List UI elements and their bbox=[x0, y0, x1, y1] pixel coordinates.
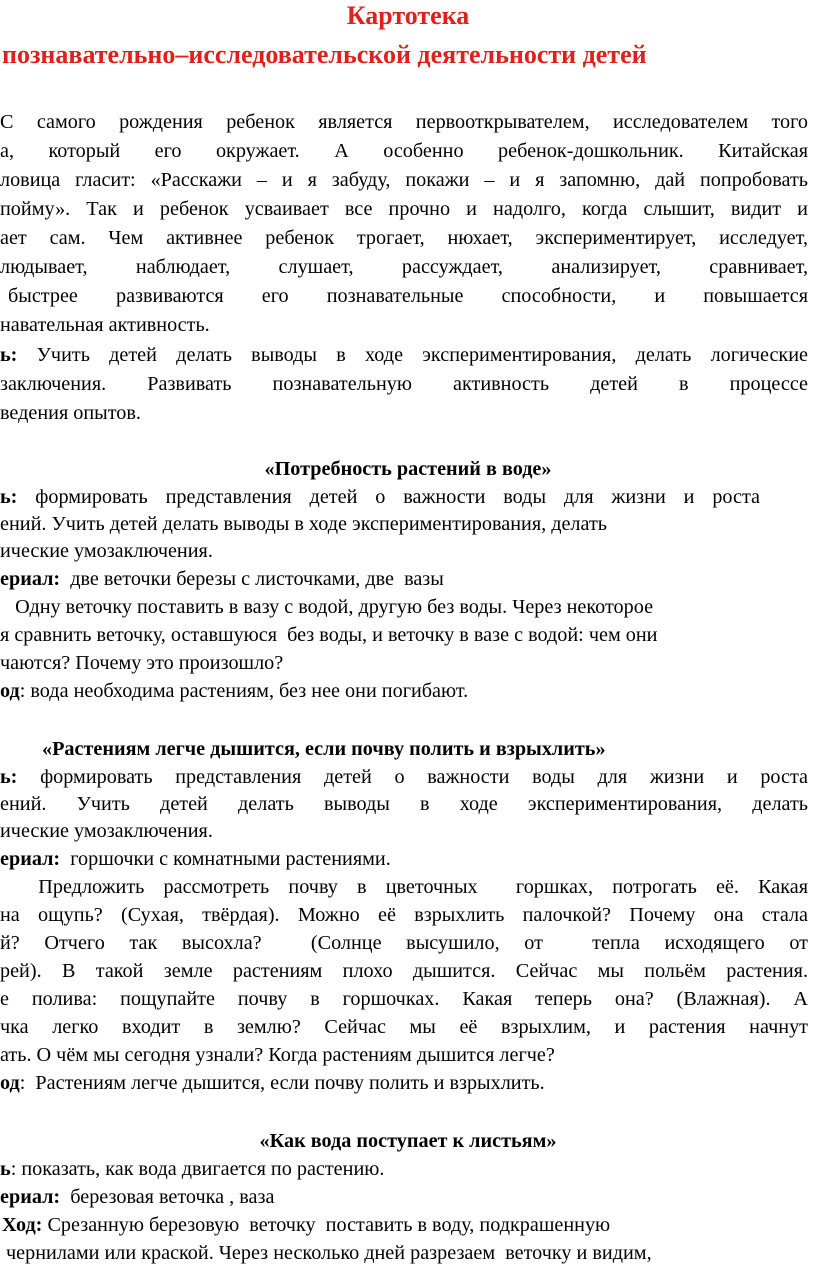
material-label: ериал: bbox=[0, 1186, 61, 1208]
experiment-process-line: чернилами или краской. Через несколько дней разрезаем веточку и видим, bbox=[6, 1242, 652, 1264]
experiment-material: ериал: две веточки березы с листочками, две вазы bbox=[0, 568, 444, 590]
goal-text: Учить детей делать выводы в ходе экспериментирования, делать логические bbox=[17, 344, 808, 366]
experiment-process-line: я сравнить веточку, оставшуюся без воды, и веточку в вазе с водой: чем они bbox=[0, 624, 658, 646]
intro-line: людывает, наблюдает, слушает, рассуждает, анализирует, сравнивает, bbox=[0, 256, 808, 278]
experiment-conclusion: од: Растениям легче дышится, если почву полить и взрыхлить. bbox=[0, 1072, 545, 1094]
experiment-process-line: Ход: Срезанную березовую веточку поставить в воду, подкрашенную bbox=[2, 1214, 611, 1236]
page-subtitle: познавательно–исследовательской деятельности детей bbox=[2, 40, 647, 69]
experiment-process-line: ать. О чём мы сегодня узнали? Когда растениям дышится легче? bbox=[0, 1044, 555, 1066]
intro-line: быстрее развиваются его познавательные способности, и повышается bbox=[8, 285, 808, 307]
experiment-goal-line: ь: формировать представления детей о важности воды для жизни и роста bbox=[0, 486, 760, 508]
goal-line: ведения опытов. bbox=[0, 402, 141, 424]
experiment-process-line: на ощупь? (Сухая, твёрдая). Можно её взрыхлить палочкой? Почему она стала bbox=[0, 904, 808, 926]
intro-line: ает сам. Чем активнее ребенок трогает, нюхает, экспериментирует, исследует, bbox=[0, 227, 808, 249]
experiment-process-line: рей). В такой земле растениям плохо дышится. Сейчас мы польём растения. bbox=[0, 960, 808, 982]
experiment-material: ериал: березовая веточка , ваза bbox=[0, 1186, 275, 1208]
page-title: Картотека bbox=[346, 1, 470, 30]
experiment-process-line: чка легко входит в землю? Сейчас мы её взрыхлим, и растения начнут bbox=[0, 1016, 808, 1038]
experiment-process-line: е полива: пощупайте почву в горшочках. Какая теперь она? (Влажная). А bbox=[0, 988, 808, 1010]
experiment-title: «Как вода поступает к листьям» bbox=[259, 1130, 557, 1152]
goal-line: заключения. Развивать познавательную активность детей в процессе bbox=[0, 373, 808, 395]
goal-label: ь bbox=[0, 1158, 11, 1180]
experiment-goal-line: ь: показать, как вода двигается по растению. bbox=[0, 1158, 385, 1180]
experiment-title: «Растениям легче дышится, если почву полить и взрыхлить» bbox=[42, 738, 606, 760]
experiment-goal-line: ений. Учить детей делать выводы в ходе экспериментирования, делать bbox=[0, 793, 808, 815]
experiment-material: ериал: горшочки с комнатными растениями. bbox=[0, 848, 391, 870]
conclusion-label: од bbox=[0, 1072, 20, 1094]
intro-line: навательная активность. bbox=[0, 314, 210, 336]
experiment-process-line: й? Отчего так высохла? (Солнце высушило, от тепла исходящего от bbox=[0, 932, 808, 954]
experiment-process-line: Предложить рассмотреть почву в цветочных горшках, потрогать её. Какая bbox=[0, 876, 808, 898]
experiment-goal-line: ические умозаключения. bbox=[0, 820, 213, 842]
intro-line: пойму». Так и ребенок усваивает все прочно и надолго, когда слышит, видит и bbox=[0, 198, 808, 220]
intro-line: С самого рождения ребенок является первооткрывателем, исследователем того bbox=[0, 111, 808, 133]
goal-label: ь: bbox=[0, 486, 18, 508]
experiment-conclusion: од: вода необходима растениям, без нее они погибают. bbox=[0, 680, 469, 702]
goal-label: ь: bbox=[0, 766, 18, 788]
goal-label: ь: bbox=[0, 344, 18, 366]
experiment-goal-line: ь: формировать представления детей о важности воды для жизни и роста bbox=[0, 766, 808, 788]
experiment-goal-line: ические умозаключения. bbox=[0, 540, 213, 562]
process-label: Ход: bbox=[2, 1214, 43, 1236]
intro-line: а, который его окружает. А особенно ребенок-дошкольник. Китайская bbox=[0, 140, 808, 162]
experiment-process-line: чаются? Почему это произошло? bbox=[0, 652, 284, 674]
experiment-title: «Потребность растений в воде» bbox=[264, 458, 552, 480]
material-label: ериал: bbox=[0, 568, 61, 590]
material-label: ериал: bbox=[0, 848, 61, 870]
goal-line bbox=[0, 342, 808, 369]
experiment-goal-line: ений. Учить детей делать выводы в ходе экспериментирования, делать bbox=[0, 513, 607, 535]
experiment-process-line: Одну веточку поставить в вазу с водой, другую без воды. Через некоторое bbox=[0, 596, 654, 618]
intro-line: ловица гласит: «Расскажи – и я забуду, покажи – и я запомню, дай попробовать bbox=[0, 169, 808, 191]
conclusion-label: од bbox=[0, 680, 20, 702]
